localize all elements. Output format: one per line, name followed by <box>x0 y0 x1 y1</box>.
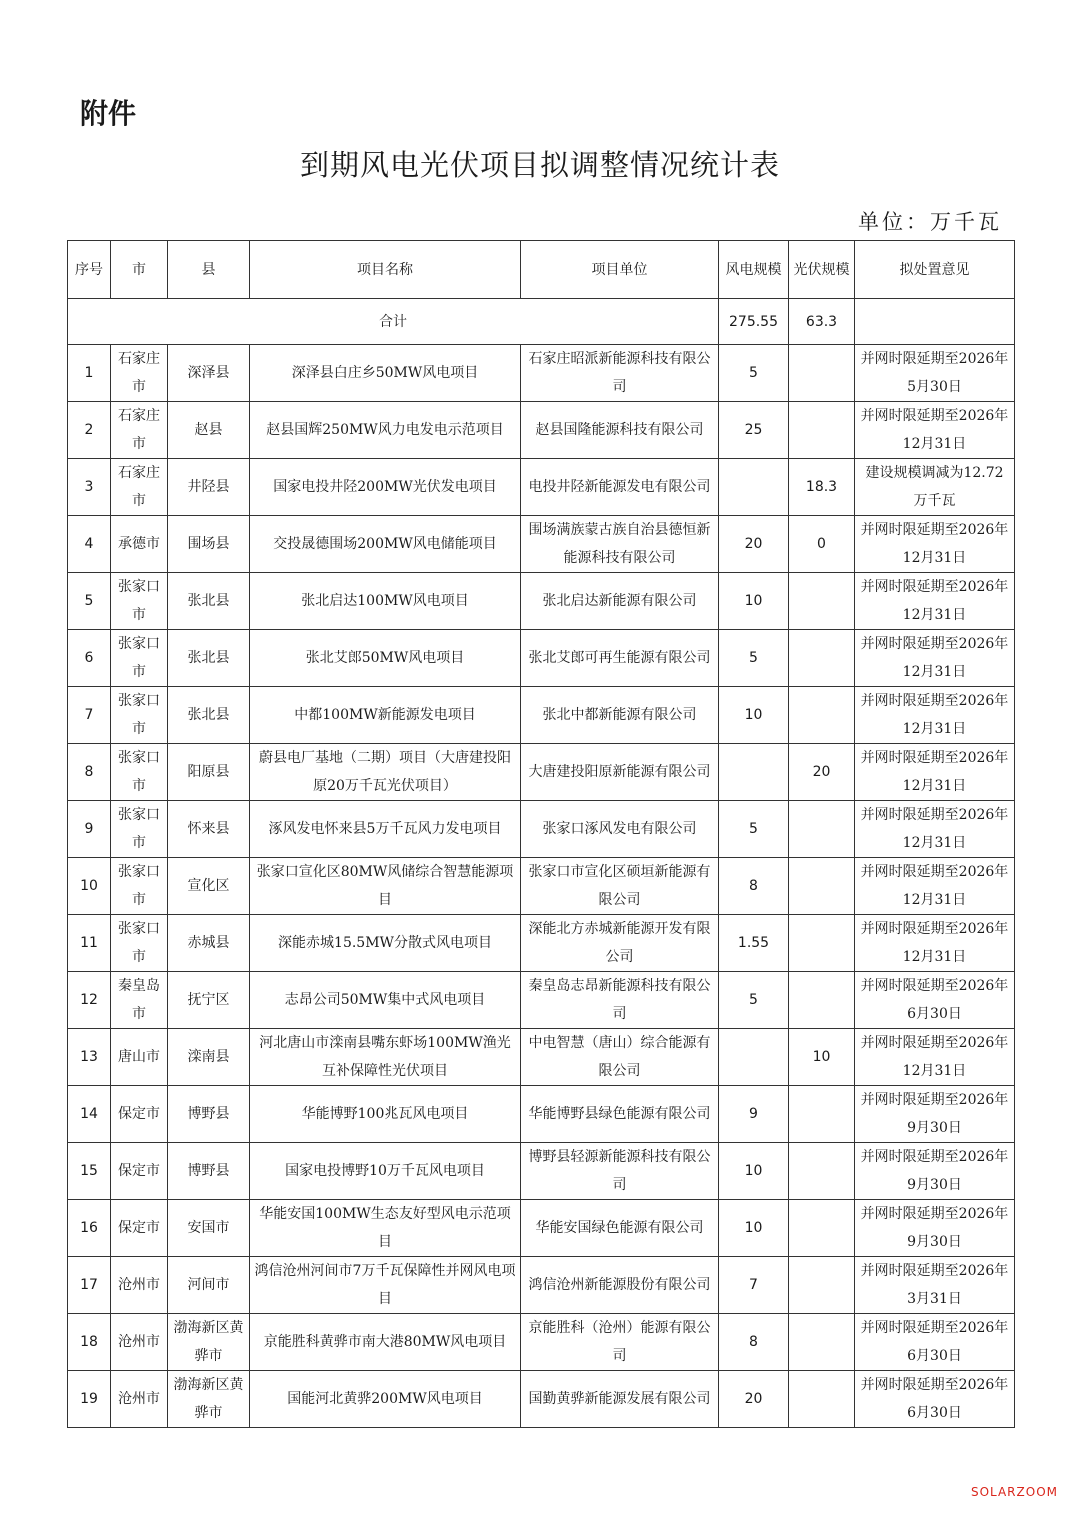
total-label: 合计 <box>68 299 719 345</box>
cell-index: 16 <box>68 1200 111 1257</box>
cell-county: 河间市 <box>168 1257 250 1314</box>
unit-label: 单位：万千瓦 <box>858 210 1002 234</box>
cell-project-name: 中都100MW新能源发电项目 <box>250 687 521 744</box>
cell-project-unit: 深能北方赤城新能源开发有限公司 <box>521 915 719 972</box>
cell-wind <box>719 1029 789 1086</box>
cell-wind <box>719 459 789 516</box>
cell-solar <box>789 972 855 1029</box>
header-project-unit: 项目单位 <box>521 241 719 299</box>
cell-index: 2 <box>68 402 111 459</box>
table-row <box>68 459 1015 516</box>
cell-project-unit: 大唐建投阳原新能源有限公司 <box>521 744 719 801</box>
cell-wind: 10 <box>719 1143 789 1200</box>
cell-solar <box>789 1257 855 1314</box>
cell-opinion: 并网时限延期至2026年12月31日 <box>855 402 1015 459</box>
cell-project-name: 国家电投井陉200MW光伏发电项目 <box>250 459 521 516</box>
total-wind: 275.55 <box>719 299 789 345</box>
cell-project-name: 深能赤城15.5MW分散式风电项目 <box>250 915 521 972</box>
cell-county: 博野县 <box>168 1143 250 1200</box>
cell-solar <box>789 1371 855 1428</box>
cell-index: 8 <box>68 744 111 801</box>
cell-project-name: 交投晟德围场200MW风电储能项目 <box>250 516 521 573</box>
table-row <box>68 687 1015 744</box>
cell-index: 11 <box>68 915 111 972</box>
cell-index: 12 <box>68 972 111 1029</box>
table-row <box>68 744 1015 801</box>
cell-index: 19 <box>68 1371 111 1428</box>
cell-county: 赵县 <box>168 402 250 459</box>
cell-opinion: 并网时限延期至2026年3月31日 <box>855 1257 1015 1314</box>
table-row <box>68 915 1015 972</box>
cell-index: 13 <box>68 1029 111 1086</box>
cell-city: 保定市 <box>111 1143 168 1200</box>
cell-index: 9 <box>68 801 111 858</box>
cell-project-name: 张家口宣化区80MW风储综合智慧能源项目 <box>250 858 521 915</box>
cell-index: 18 <box>68 1314 111 1371</box>
cell-project-name: 赵县国辉250MW风力电发电示范项目 <box>250 402 521 459</box>
cell-solar: 20 <box>789 744 855 801</box>
cell-city: 张家口市 <box>111 687 168 744</box>
table-row <box>68 1371 1015 1428</box>
header-index: 序号 <box>68 241 111 299</box>
cell-wind: 8 <box>719 1314 789 1371</box>
cell-project-name: 深泽县白庄乡50MW风电项目 <box>250 345 521 402</box>
cell-county: 阳原县 <box>168 744 250 801</box>
table-row <box>68 1200 1015 1257</box>
cell-wind: 8 <box>719 858 789 915</box>
cell-wind <box>719 744 789 801</box>
cell-county: 安国市 <box>168 1200 250 1257</box>
cell-solar <box>789 687 855 744</box>
cell-opinion: 并网时限延期至2026年12月31日 <box>855 630 1015 687</box>
table-row <box>68 573 1015 630</box>
cell-city: 沧州市 <box>111 1314 168 1371</box>
cell-project-name: 涿风发电怀来县5万千瓦风力发电项目 <box>250 801 521 858</box>
cell-project-unit: 华能安国绿色能源有限公司 <box>521 1200 719 1257</box>
cell-index: 6 <box>68 630 111 687</box>
cell-project-name: 京能胜科黄骅市南大港80MW风电项目 <box>250 1314 521 1371</box>
cell-wind: 9 <box>719 1086 789 1143</box>
cell-project-unit: 张北中都新能源有限公司 <box>521 687 719 744</box>
cell-city: 沧州市 <box>111 1371 168 1428</box>
cell-project-name: 张北艾郎50MW风电项目 <box>250 630 521 687</box>
cell-wind: 10 <box>719 687 789 744</box>
cell-index: 5 <box>68 573 111 630</box>
header-city: 市 <box>111 241 168 299</box>
table-header-row <box>68 241 1015 299</box>
cell-wind: 5 <box>719 801 789 858</box>
header-solar: 光伏规模 <box>789 241 855 299</box>
cell-opinion: 并网时限延期至2026年12月31日 <box>855 915 1015 972</box>
cell-solar <box>789 858 855 915</box>
cell-opinion: 并网时限延期至2026年5月30日 <box>855 345 1015 402</box>
cell-wind: 10 <box>719 573 789 630</box>
cell-city: 张家口市 <box>111 801 168 858</box>
cell-solar <box>789 573 855 630</box>
cell-city: 张家口市 <box>111 858 168 915</box>
header-county: 县 <box>168 241 250 299</box>
cell-project-unit: 石家庄昭派新能源科技有限公司 <box>521 345 719 402</box>
cell-city: 石家庄市 <box>111 345 168 402</box>
cell-city: 沧州市 <box>111 1257 168 1314</box>
cell-solar <box>789 345 855 402</box>
cell-wind: 10 <box>719 1200 789 1257</box>
cell-opinion: 并网时限延期至2026年12月31日 <box>855 858 1015 915</box>
cell-city: 张家口市 <box>111 573 168 630</box>
cell-city: 保定市 <box>111 1200 168 1257</box>
cell-project-unit: 电投井陉新能源发电有限公司 <box>521 459 719 516</box>
cell-solar <box>789 801 855 858</box>
total-solar: 63.3 <box>789 299 855 345</box>
table-row <box>68 345 1015 402</box>
cell-city: 张家口市 <box>111 915 168 972</box>
cell-opinion: 并网时限延期至2026年12月31日 <box>855 516 1015 573</box>
cell-wind: 20 <box>719 1371 789 1428</box>
cell-solar <box>789 402 855 459</box>
table-row <box>68 1029 1015 1086</box>
cell-project-unit: 华能博野县绿色能源有限公司 <box>521 1086 719 1143</box>
cell-project-name: 张北启达100MW风电项目 <box>250 573 521 630</box>
cell-opinion: 并网时限延期至2026年6月30日 <box>855 972 1015 1029</box>
cell-opinion: 并网时限延期至2026年6月30日 <box>855 1314 1015 1371</box>
cell-wind: 5 <box>719 972 789 1029</box>
cell-county: 张北县 <box>168 573 250 630</box>
total-opinion <box>855 299 1015 345</box>
cell-project-unit: 围场满族蒙古族自治县德恒新能源科技有限公司 <box>521 516 719 573</box>
cell-project-unit: 国勤黄骅新能源发展有限公司 <box>521 1371 719 1428</box>
cell-county: 赤城县 <box>168 915 250 972</box>
cell-project-unit: 鸿信沧州新能源股份有限公司 <box>521 1257 719 1314</box>
cell-county: 怀来县 <box>168 801 250 858</box>
table-row <box>68 972 1015 1029</box>
cell-project-name: 国家电投博野10万千瓦风电项目 <box>250 1143 521 1200</box>
cell-opinion: 并网时限延期至2026年12月31日 <box>855 744 1015 801</box>
table-row <box>68 1257 1015 1314</box>
cell-wind: 5 <box>719 630 789 687</box>
table-row <box>68 402 1015 459</box>
cell-city: 保定市 <box>111 1086 168 1143</box>
cell-county: 博野县 <box>168 1086 250 1143</box>
cell-solar <box>789 1143 855 1200</box>
cell-project-name: 国能河北黄骅200MW风电项目 <box>250 1371 521 1428</box>
cell-city: 石家庄市 <box>111 459 168 516</box>
cell-project-name: 鸿信沧州河间市7万千瓦保障性并网风电项目 <box>250 1257 521 1314</box>
cell-solar: 0 <box>789 516 855 573</box>
cell-project-unit: 赵县国隆能源科技有限公司 <box>521 402 719 459</box>
cell-county: 井陉县 <box>168 459 250 516</box>
cell-wind: 20 <box>719 516 789 573</box>
cell-opinion: 建设规模调减为12.72万千瓦 <box>855 459 1015 516</box>
cell-opinion: 并网时限延期至2026年9月30日 <box>855 1143 1015 1200</box>
table-row <box>68 858 1015 915</box>
total-row <box>68 299 1015 345</box>
cell-solar <box>789 915 855 972</box>
cell-wind: 7 <box>719 1257 789 1314</box>
cell-solar <box>789 1086 855 1143</box>
table-row <box>68 1314 1015 1371</box>
cell-county: 围场县 <box>168 516 250 573</box>
cell-project-unit: 张家口涿风发电有限公司 <box>521 801 719 858</box>
cell-opinion: 并网时限延期至2026年6月30日 <box>855 1371 1015 1428</box>
table-row <box>68 801 1015 858</box>
cell-county: 抚宁区 <box>168 972 250 1029</box>
cell-solar: 18.3 <box>789 459 855 516</box>
cell-city: 张家口市 <box>111 630 168 687</box>
cell-index: 1 <box>68 345 111 402</box>
cell-project-unit: 张家口市宣化区硕垣新能源有限公司 <box>521 858 719 915</box>
cell-opinion: 并网时限延期至2026年12月31日 <box>855 573 1015 630</box>
cell-opinion: 并网时限延期至2026年9月30日 <box>855 1086 1015 1143</box>
table-row <box>68 1143 1015 1200</box>
cell-city: 承德市 <box>111 516 168 573</box>
cell-city: 唐山市 <box>111 1029 168 1086</box>
cell-project-name: 河北唐山市滦南县嘴东虾场100MW渔光互补保障性光伏项目 <box>250 1029 521 1086</box>
cell-solar <box>789 1200 855 1257</box>
header-opinion: 拟处置意见 <box>855 241 1015 299</box>
cell-opinion: 并网时限延期至2026年9月30日 <box>855 1200 1015 1257</box>
header-wind: 风电规模 <box>719 241 789 299</box>
cell-city: 秦皇岛市 <box>111 972 168 1029</box>
attachment-label: 附件 <box>80 97 137 130</box>
cell-opinion: 并网时限延期至2026年12月31日 <box>855 687 1015 744</box>
cell-opinion: 并网时限延期至2026年12月31日 <box>855 1029 1015 1086</box>
project-table <box>67 240 1015 1428</box>
cell-wind: 25 <box>719 402 789 459</box>
cell-project-name: 华能博野100兆瓦风电项目 <box>250 1086 521 1143</box>
table-row <box>68 630 1015 687</box>
header-project-name: 项目名称 <box>250 241 521 299</box>
cell-project-name: 华能安国100MW生态友好型风电示范项目 <box>250 1200 521 1257</box>
cell-county: 张北县 <box>168 630 250 687</box>
cell-county: 深泽县 <box>168 345 250 402</box>
cell-solar <box>789 1314 855 1371</box>
cell-project-unit: 秦皇岛志昂新能源科技有限公司 <box>521 972 719 1029</box>
cell-project-name: 志昂公司50MW集中式风电项目 <box>250 972 521 1029</box>
cell-city: 石家庄市 <box>111 402 168 459</box>
cell-county: 滦南县 <box>168 1029 250 1086</box>
cell-index: 10 <box>68 858 111 915</box>
cell-index: 4 <box>68 516 111 573</box>
cell-solar <box>789 630 855 687</box>
cell-wind: 1.55 <box>719 915 789 972</box>
page-title: 到期风电光伏项目拟调整情况统计表 <box>299 148 780 182</box>
cell-city: 张家口市 <box>111 744 168 801</box>
cell-solar: 10 <box>789 1029 855 1086</box>
cell-county: 张北县 <box>168 687 250 744</box>
cell-county: 渤海新区黄骅市 <box>168 1314 250 1371</box>
cell-index: 7 <box>68 687 111 744</box>
cell-index: 14 <box>68 1086 111 1143</box>
cell-opinion: 并网时限延期至2026年12月31日 <box>855 801 1015 858</box>
cell-county: 宣化区 <box>168 858 250 915</box>
cell-wind: 5 <box>719 345 789 402</box>
cell-index: 17 <box>68 1257 111 1314</box>
cell-project-unit: 京能胜科（沧州）能源有限公司 <box>521 1314 719 1371</box>
watermark: SOLARZOOM <box>970 1485 1058 1499</box>
cell-project-unit: 张北艾郎可再生能源有限公司 <box>521 630 719 687</box>
cell-project-unit: 博野县轻源新能源科技有限公司 <box>521 1143 719 1200</box>
cell-project-unit: 中电智慧（唐山）综合能源有限公司 <box>521 1029 719 1086</box>
cell-index: 15 <box>68 1143 111 1200</box>
cell-project-unit: 张北启达新能源有限公司 <box>521 573 719 630</box>
cell-county: 渤海新区黄骅市 <box>168 1371 250 1428</box>
table-row <box>68 1086 1015 1143</box>
cell-index: 3 <box>68 459 111 516</box>
table-row <box>68 516 1015 573</box>
cell-project-name: 蔚县电厂基地（二期）项目（大唐建投阳原20万千瓦光伏项目） <box>250 744 521 801</box>
